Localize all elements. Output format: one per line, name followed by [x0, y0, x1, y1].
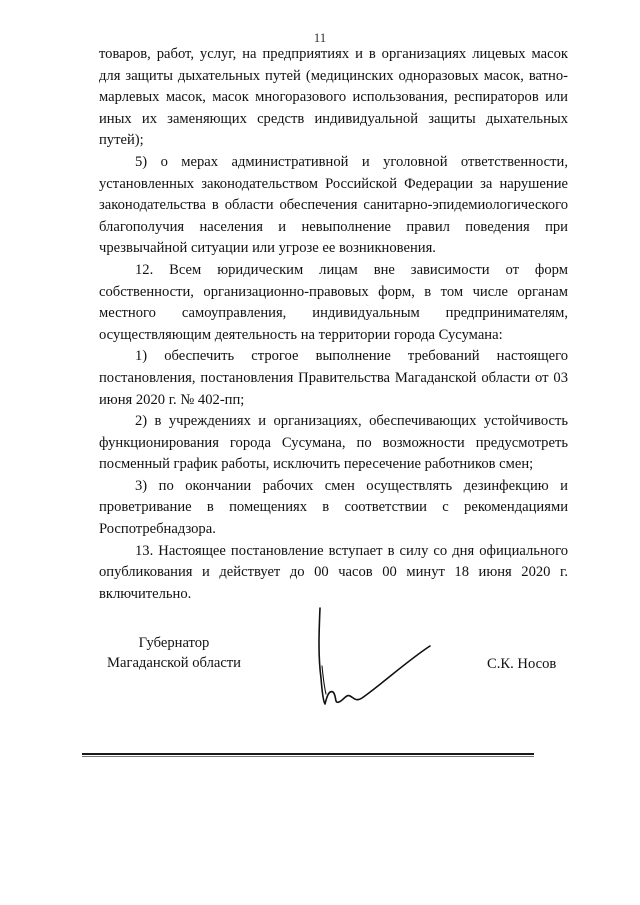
signatory-title-line1: Губернатор: [138, 635, 210, 651]
paragraph-item-5: 5) о мерах административной и уголовной ответственности, установленных законодательством Российской Федерации за нарушение законодательства в области обеспечения санитарно-эпидемиологического благополучия населения и невыполнение правил поведения при чрезвычайной ситуации или угрозе ее возникновения.: [99, 153, 568, 257]
signatory-title-line2: Магаданской области: [107, 655, 241, 671]
paragraph-12: 12. Всем юридическим лицам вне зависимости от форм собственности, организационно-правовых форм, в том числе органам местного самоуправления, индивидуальным предпринимателям, осуществляющим деятельность на территории города Сусумана:: [99, 261, 568, 343]
paragraph-12-item-1: 1) обеспечить строгое выполнение требований настоящего постановления, постановления Правительства Магаданской области от 03 июня 2020 г. № 402-пп;: [99, 348, 568, 408]
paragraph-12-item-3: 3) по окончании рабочих смен осуществлять дезинфекцию и проветривание в помещениях в соответствии с рекомендациями Роспотребнадзора.: [99, 477, 568, 538]
signatory-title: [104, 633, 244, 673]
paragraph-13: 13. Настоящее постановление вступает в силу со дня официального опубликования и действует до 00 часов 00 минут 18 июня 2020 г. включительно.: [99, 542, 568, 602]
document-body: [99, 44, 568, 605]
handwritten-signature: [312, 606, 437, 721]
signatory-name: С.К. Носов: [487, 656, 557, 672]
footer-rule: [82, 753, 534, 755]
paragraph-12-item-2: 2) в учреждениях и организациях, обеспечивающих устойчивость функционирования города Сусумана, по возможности предусмотреть посменный график работы, исключить пересечение работников смен;: [99, 413, 568, 473]
paragraph-continuation: товаров, работ, услуг, на предприятиях и в организациях лицевых масок для защиты дыхательных путей (медицинских одноразовых масок, ватно-марлевых масок, масок многоразового использования, респираторов или иных их заменяющих средств индивидуальной защиты дыхательных путей);: [99, 46, 568, 149]
page-number: 11: [313, 30, 327, 45]
footer-rule-shadow: [82, 756, 534, 757]
